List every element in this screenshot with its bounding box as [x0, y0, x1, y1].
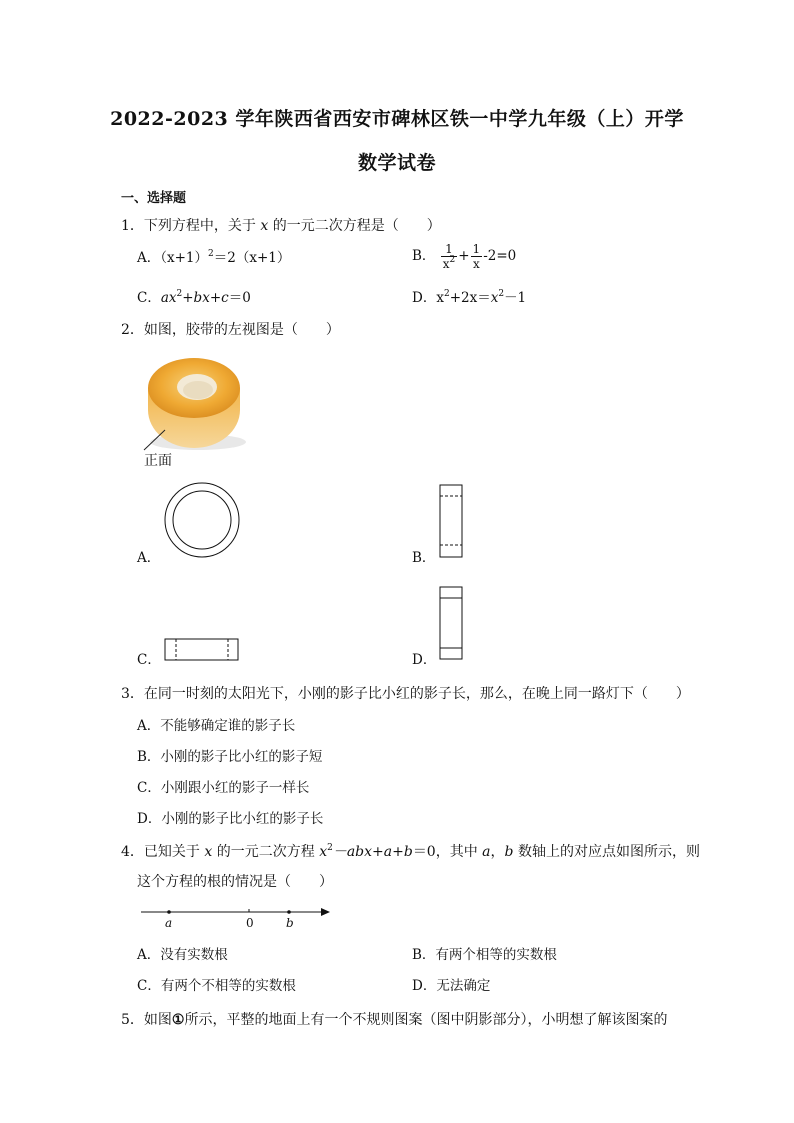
question-number: 5．	[121, 1012, 144, 1028]
question-5	[121, 1010, 667, 1030]
question-stem: 如图，胶带的左视图是（ ）	[143, 322, 340, 338]
equation-text: －abx+a+b	[332, 844, 413, 860]
comma: ，	[490, 844, 505, 860]
option-text: ax	[160, 290, 177, 306]
fraction	[471, 242, 483, 271]
option-text: x	[436, 290, 444, 306]
q4-option-c: C．有两个不相等的实数根	[137, 978, 296, 994]
wide-rect-dashed	[164, 638, 242, 664]
variable-x: x	[260, 218, 269, 234]
q1-option-c	[137, 288, 251, 308]
question-stem: 已知关于	[143, 844, 205, 860]
tall-rect-solid	[439, 586, 465, 662]
option-text: ＝0	[228, 290, 251, 306]
question-number: 3．	[121, 686, 144, 702]
page-title: 2022-2023 学年陕西省西安市碑林区铁一中学九年级（上）开学	[110, 108, 684, 130]
question-4-line2: 这个方程的根的情况是（ ）	[137, 874, 333, 890]
question-stem: 下列方程中，关于	[143, 218, 261, 234]
exponent: 2	[327, 843, 333, 853]
exponent: 2	[443, 289, 450, 299]
q3-option-c: C．小刚跟小红的影子一样长	[137, 780, 310, 796]
numerator: 1	[441, 242, 458, 257]
option-text: +bx+c	[182, 290, 229, 306]
ring-shape	[163, 482, 243, 562]
question-4	[121, 842, 700, 862]
option-text: -2=0	[483, 248, 517, 264]
question-stem: 在同一时刻的太阳光下，小刚的影子比小红的影子长，那么，在晚上同一路灯下（ ）	[143, 686, 690, 702]
numerator: 1	[472, 242, 481, 256]
q3-option-a: A．不能够确定谁的影子长	[137, 718, 296, 734]
question-stem: 数轴上的对应点如图所示，则	[513, 844, 700, 860]
option-text: +2x＝	[449, 290, 491, 306]
equation-x: x	[319, 844, 328, 860]
point-a	[167, 910, 171, 914]
q2-option-d-label: D．	[412, 652, 437, 668]
q2-option-b-label: B．	[412, 550, 436, 566]
option-text: x	[490, 290, 499, 306]
variable-a: a	[482, 844, 491, 860]
option-text: ＝2（x+1）	[213, 250, 291, 266]
denominator: x	[472, 257, 480, 271]
circled-number: ①	[171, 1012, 185, 1028]
option-label: B．	[412, 248, 436, 264]
q4-option-d: D．无法确定	[412, 978, 491, 994]
front-label: 正面	[144, 453, 172, 469]
option-label: D．	[412, 290, 437, 306]
question-number: 1．	[121, 218, 144, 234]
q2-option-c-label: C．	[137, 652, 161, 668]
denominator	[441, 257, 458, 271]
option-label: C．	[137, 290, 161, 306]
exponent: 2	[208, 249, 214, 259]
question-stem: 的一元二次方程	[212, 844, 320, 860]
option-label: A．	[137, 250, 161, 266]
variable-b: b	[504, 844, 514, 860]
axis-label-0: 0	[246, 916, 254, 930]
fraction	[441, 242, 458, 271]
q1-option-b	[412, 242, 516, 271]
q3-option-d: D．小刚的影子比小红的影子长	[137, 811, 324, 827]
q4-option-a: A．没有实数根	[137, 947, 228, 963]
point-b	[287, 910, 291, 914]
tall-rect-dashed	[439, 484, 465, 560]
option-text: －1	[504, 290, 527, 306]
exponent: 2	[498, 289, 505, 299]
den-x: x	[442, 257, 450, 271]
exponent: 2	[176, 289, 183, 299]
page-title-line2: 数学试卷	[357, 152, 436, 174]
question-3	[121, 684, 690, 704]
inner-circle	[173, 491, 231, 549]
outer-circle	[165, 483, 239, 557]
equation-text: ＝0，其中	[412, 844, 483, 860]
option-text: （x+1）	[160, 250, 209, 266]
axis-label-b: b	[286, 916, 294, 930]
exponent: 2	[449, 255, 456, 265]
tape-hole-inner	[183, 381, 213, 399]
variable-x: x	[204, 844, 213, 860]
q1-option-a	[137, 248, 290, 268]
section-heading: 一、选择题	[121, 191, 187, 206]
question-1	[121, 216, 441, 236]
plus-sign: +	[458, 248, 470, 264]
q1-option-d	[412, 288, 526, 308]
axis-arrow-icon	[321, 908, 330, 916]
question-2	[121, 320, 340, 340]
q3-option-b: B．小刚的影子比小红的影子短	[137, 749, 323, 765]
question-number: 4．	[121, 844, 144, 860]
q2-option-a-label: A．	[137, 550, 161, 566]
question-stem-end: 的一元二次方程是（ ）	[268, 218, 441, 234]
question-number: 2．	[121, 322, 144, 338]
question-stem: 如图	[143, 1012, 172, 1028]
axis-label-a: a	[165, 916, 173, 930]
q4-option-b: B．有两个相等的实数根	[412, 947, 557, 963]
question-stem: 所示，平整的地面上有一个不规则图案（图中阴影部分），小明想了解该图案的	[184, 1012, 668, 1028]
